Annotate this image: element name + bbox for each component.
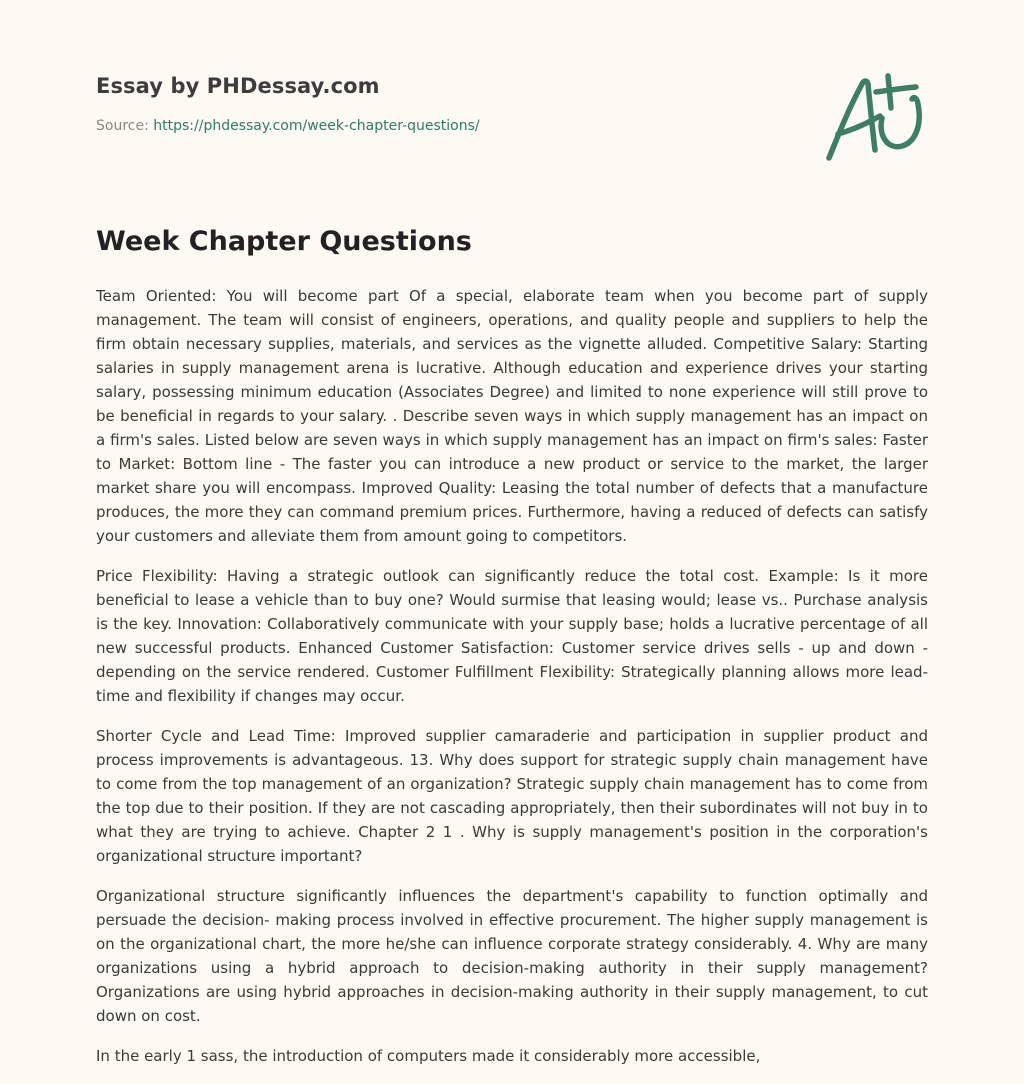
essay-paragraph: Shorter Cycle and Lead Time: Improved supplier camaraderie and participation in supplier product and process improvements is advantageous. 13. Why does support for strategic supply chain management have to come from the top management of an organization? Strategic supply chain management has to come from the top due to their position. If they are not cascading appropriately, then their subordinates will not buy in to what they are trying to achieve. Chapter 2 1 . Why is supply management's position in the corporation's organizational structure important?	[96, 727, 928, 865]
source-line	[96, 118, 796, 134]
essay-header	[96, 74, 796, 134]
page-title: Week Chapter Questions	[96, 226, 472, 257]
essay-paragraph: Team Oriented: You will become part Of a special, elaborate team when you become part of supply management. The team will consist of engineers, operations, and quality people and suppliers to help the firm obtain necessary supplies, materials, and services as the vignette alluded. Competitive Salary: Starting salaries in supply management arena is lucrative. Although education and experience drives your starting salary, possessing minimum education (Associates Degree) and limited to none experience will still prove to be beneficial in regards to your salary. . Describe seven ways in which supply management has an impact on a firm's sales. Listed below are seven ways in which supply management has an impact on firm's sales: Faster to Market: Bottom line - The faster you can introduce a new product or service to the market, the larger market share you will encompass. Improved Quality: Leasing the total number of defects that a manufacture produces, the more they can command premium prices. Furthermore, having a reduced of defects can satisfy your customers and alleviate them from amount going to competitors.	[96, 287, 928, 545]
source-link[interactable]: https://phdessay.com/week-chapter-questions/	[153, 118, 480, 134]
essay-body	[96, 284, 928, 1084]
source-label: Source:	[96, 118, 154, 134]
essay-paragraph: Price Flexibility: Having a strategic outlook can significantly reduce the total cost. Example: Is it more beneficial to lease a vehicle than to buy one? Would surmise that leasing would; lease vs.. Purchase analysis is the key. Innovation: Collaboratively communicate with your supply base; holds a lucrative percentage of all new successful products. Enhanced Customer Satisfaction: Customer service drives sells - up and down - depending on the service rendered. Customer Fulfillment Flexibility: Strategically planning allows more lead-time and flexibility if changes may occur.	[96, 567, 928, 705]
site-title: Essay by PHDessay.com	[96, 74, 380, 98]
a-plus-grade-logo-icon	[818, 64, 930, 168]
essay-paragraph: In the early 1 sass, the introduction of computers made it considerably more accessible,	[96, 1047, 761, 1065]
essay-paragraph: Organizational structure significantly influences the department's capability to function optimally and persuade the decision- making process involved in effective procurement. The higher supply management is on the organizational chart, the more he/she can influence corporate strategy considerably. 4. Why are many organizations using a hybrid approach to decision-making authority in their supply management? Organizations are using hybrid approaches in decision-making authority in their supply management, to cut down on cost.	[96, 887, 928, 1025]
